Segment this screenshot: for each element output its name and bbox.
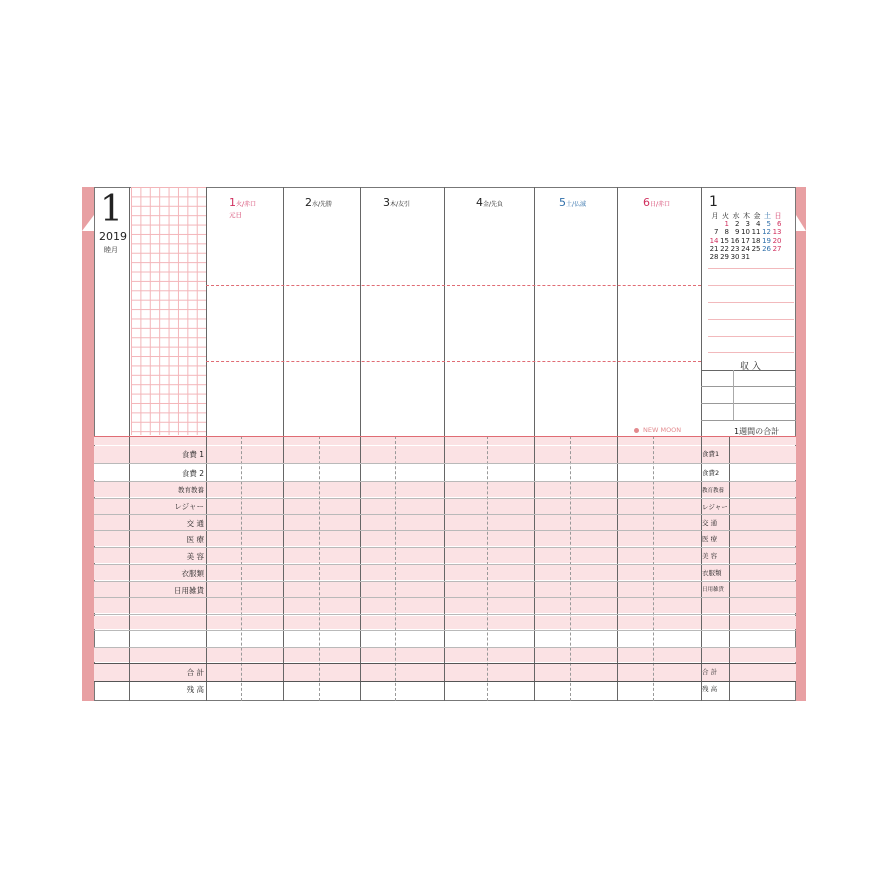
row-label: 医 療 xyxy=(186,535,204,544)
row-label: 衣服類 xyxy=(181,569,204,578)
right-row-label: 食費2 xyxy=(702,469,720,477)
row-label: 食費 2 xyxy=(181,469,204,478)
day-header-3[interactable]: 3木/友引 xyxy=(383,196,411,209)
right-balance-label: 残 高 xyxy=(702,685,718,693)
day-header-1[interactable]: 1火/赤口 xyxy=(229,196,257,209)
divider xyxy=(283,187,284,701)
day-header-4[interactable]: 4金/先負 xyxy=(476,196,504,209)
rows-top-band xyxy=(94,436,796,445)
left-tab-notch xyxy=(82,215,94,231)
divider xyxy=(534,187,535,701)
right-tab-notch xyxy=(796,215,806,231)
holiday-label: 元日 xyxy=(229,211,242,219)
right-row-label: 医 療 xyxy=(702,535,718,543)
row-bg-10 xyxy=(94,616,796,629)
row-label: 食費 1 xyxy=(181,450,204,459)
right-total-label: 合 計 xyxy=(702,668,718,676)
right-row-label: 衣服類 xyxy=(702,569,722,577)
right-row-label: レジャー xyxy=(702,503,728,511)
mini-calendar: 月 火 水 木 金 土 日 1 2 3 4 5 6 7 8 9 10 11 12 13 14 15 16 17 18 19 20 21 22 23 24 25 26 27 28 29 30 31 xyxy=(709,212,782,262)
divider xyxy=(701,187,702,701)
right-row-label: 食費1 xyxy=(702,450,720,458)
row-bg-9 xyxy=(94,598,796,613)
left-tab xyxy=(82,187,94,701)
new-moon-icon xyxy=(634,428,639,433)
right-row-label: 美 容 xyxy=(702,552,718,560)
right-row-label: 交 通 xyxy=(702,519,718,527)
divider xyxy=(206,187,207,701)
total-label: 合 計 xyxy=(186,668,204,677)
month-year: 2019 xyxy=(99,230,127,243)
month-jp-name: 睦月 xyxy=(104,246,118,254)
right-row-label: 教育教養 xyxy=(702,488,725,494)
balance-label: 残 高 xyxy=(186,685,204,694)
right-row-label: 日用雑貨 xyxy=(702,587,725,593)
row-label: 美 容 xyxy=(186,552,204,561)
day-header-6[interactable]: 6日/赤口 xyxy=(643,196,671,209)
right-tab xyxy=(796,187,806,701)
row-bg-11 xyxy=(94,648,796,662)
month-number: 1 xyxy=(100,189,123,230)
row-label: 交 通 xyxy=(186,519,204,528)
weekly-total-label: 1週間の合計 xyxy=(734,427,780,436)
mini-cal-month: 1 xyxy=(709,194,718,210)
day-header-5[interactable]: 5土/仏滅 xyxy=(559,196,587,209)
divider xyxy=(360,187,361,701)
income-label: 収 入 xyxy=(740,362,761,372)
row-label: 日用雑貨 xyxy=(174,586,204,595)
divider xyxy=(444,187,445,701)
row-label: 教育教養 xyxy=(178,486,204,494)
grid-notes[interactable] xyxy=(131,187,206,435)
day-header-2[interactable]: 2水/先勝 xyxy=(305,196,333,209)
moon-label: NEW MOON xyxy=(643,426,682,434)
divider xyxy=(129,187,130,701)
divider xyxy=(617,187,618,701)
row-label: レジャー xyxy=(174,502,204,511)
